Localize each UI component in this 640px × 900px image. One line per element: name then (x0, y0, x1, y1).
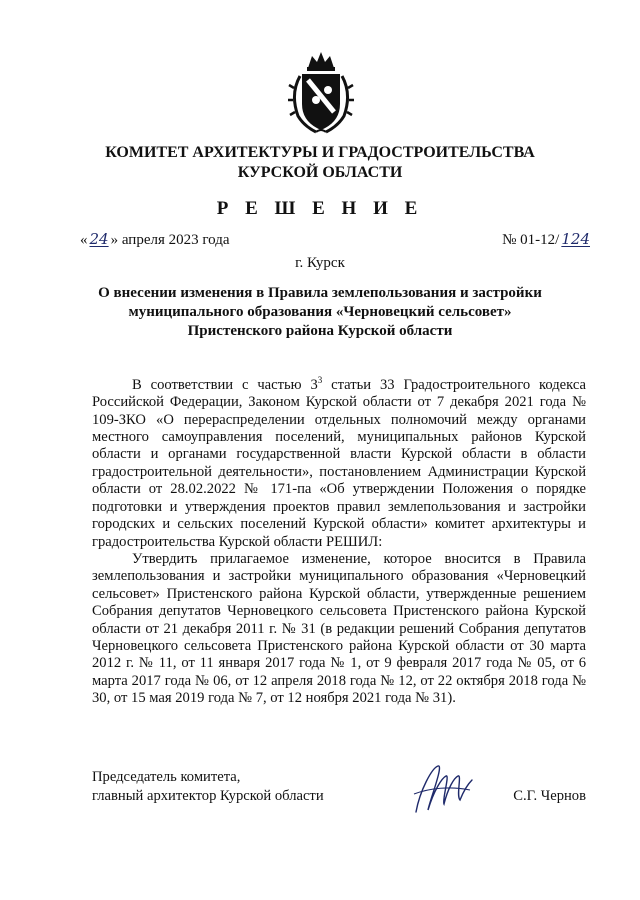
document-number (502, 230, 592, 249)
position-line-2: главный архитектор Курской области (92, 788, 324, 804)
document-body (92, 372, 586, 708)
org-line-2: КУРСКОЙ ОБЛАСТИ (237, 164, 403, 181)
kursk-coat-of-arms-icon (286, 50, 356, 134)
paragraph-1-start: В соответствии с частью 3 (132, 376, 318, 393)
superscript: 3 (317, 375, 323, 385)
document-date (80, 230, 230, 249)
number-prefix: № 01-12/ (502, 232, 560, 248)
paragraph-1-rest: статьи 33 Градостроительного кодекса Российской Федерации, Законом Курской области от 7 декабря 2021 года № 109-ЗКО «О перераспределении отдельных полномочий между органами местного самоуправления поселений, муниципальных районов Курской области и органами государственной власти Курской области в области градостроительной деятельности», постановлением Администрации Курской области от 28.02.2022 № 171-па «Об утверждении Положения о порядке подготовки и утверждения проектов правил землепользования и застройки городских и сельских поселений Курской области» комитет архитектуры и градостроительства Курской области РЕШИЛ: (92, 376, 586, 550)
document-title: Р Е Ш Е Н И Е (216, 198, 424, 219)
organization-name (40, 143, 600, 183)
date-open-quote: « (80, 232, 88, 248)
number-handwritten: 124 (561, 230, 590, 248)
date-rest: » апреля 2023 года (110, 232, 230, 248)
subject-line-2: муниципального образования «Черновецкий сельсовет» (128, 304, 512, 320)
date-number-row (80, 230, 592, 252)
signer-name: С.Г. Чернов (513, 788, 586, 804)
org-line-1: КОМИТЕТ АРХИТЕКТУРЫ И ГРАДОСТРОИТЕЛЬСТВА (105, 144, 535, 161)
position-line-1: Председатель комитета, (92, 769, 241, 785)
body-paragraph-2: Утвердить прилагаемое изменение, которое вносится в Правила землепользования и застройки муниципального образования «Черновецкий сельсовет» Пристенского района Курской области, утвержденные решением Собрания депутатов Черновецкого сельсовета Пристенского района Курской области от 21 декабря 2011 г. № 31 (в редакции решений Собрания депутатов Черновецкого сельсовета Пристенского района Курской области от 30 марта 2012 г. № 11, от 11 января 2017 года № 1, от 9 февраля 2017 года № 05, от 6 марта 2017 года № 06, от 12 апреля 2018 года № 12, от 22 октября 2018 года № 30, от 15 мая 2019 года № 7, от 12 ноября 2021 года № 31). (92, 550, 586, 707)
signer-position (92, 768, 324, 806)
date-day-handwritten: 24 (89, 230, 109, 248)
handwritten-signature-icon (410, 760, 476, 820)
document-city: г. Курск (295, 255, 345, 271)
document-subject (60, 284, 580, 341)
subject-line-1: О внесении изменения в Правила землепользования и застройки (98, 285, 542, 301)
subject-line-3: Пристенского района Курской области (187, 323, 453, 339)
body-paragraph-1 (92, 372, 586, 551)
signature-block (92, 768, 586, 828)
